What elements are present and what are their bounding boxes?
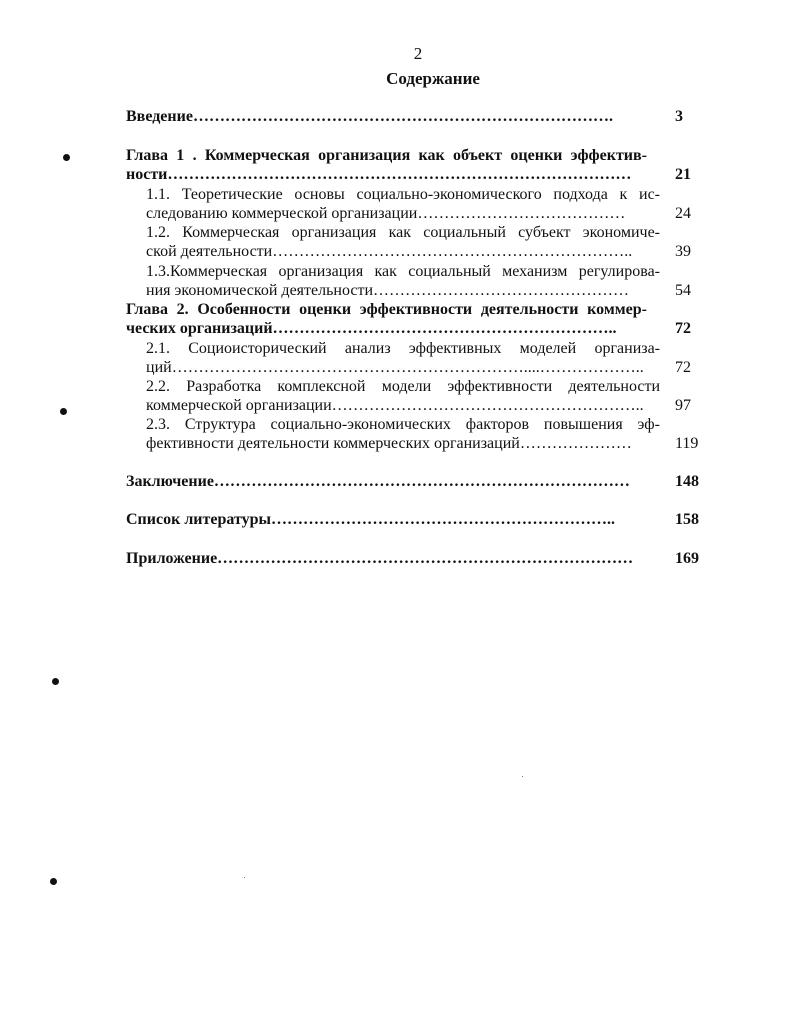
toc-page-ref: 169 [675, 550, 699, 567]
binder-hole-mark [60, 408, 67, 415]
toc-page-ref: 39 [675, 243, 691, 260]
toc-page-ref: 72 [675, 359, 691, 376]
toc-entry-section-1-3[interactable] [146, 262, 706, 300]
toc-page-ref: 119 [675, 435, 699, 452]
toc-entry-text: 2.3. Структура социально-экономических факторов повышения эф- [146, 416, 660, 433]
toc-entry-text: 1.1. Теоретические основы социально-экономического подхода к ис- [146, 186, 660, 203]
toc-entry-chapter-1[interactable] [126, 146, 706, 184]
toc-page-ref: 21 [675, 166, 691, 183]
toc-entry-text: ской деятельности………………………………………………………….. [146, 243, 633, 260]
toc-entry-text: ности…………………………………………………………………………… [126, 166, 632, 183]
toc-entry-text: ческих организаций……………………………………………………….. [126, 320, 617, 337]
toc-entry-text: Введение……………………………………………………………………. [126, 108, 613, 125]
toc-entry-section-1-2[interactable] [146, 223, 706, 261]
toc-entry-section-2-1[interactable] [146, 339, 706, 377]
toc-entry-text: Глава 1 . Коммерческая организация как объект оценки эффектив- [126, 147, 647, 164]
toc-entry-text: Приложение…………………………………………………………………… [126, 550, 634, 567]
toc-entry-text: коммерческой организации………………………………………………….. [146, 397, 644, 414]
toc-entry-appendix[interactable] [126, 549, 706, 568]
toc-entry-text: Список литературы……………………………………………………….. [126, 511, 615, 528]
toc-entry-text: 2.2. Разработка комплексной модели эффективности деятельности [146, 378, 660, 395]
toc-page-ref: 158 [675, 511, 699, 528]
toc-entry-section-2-3[interactable] [146, 415, 706, 453]
toc-title: Содержание [386, 69, 480, 88]
toc-page-ref: 3 [675, 108, 683, 125]
toc-page-ref: 24 [675, 205, 691, 222]
toc-entry-text: следованию коммерческой организации………………………………… [146, 205, 626, 222]
toc-entry-text: 1.3.Коммерческая организация как социальный механизм регулирова- [146, 263, 660, 280]
binder-hole-mark [50, 878, 57, 885]
toc-entry-conclusion[interactable] [126, 472, 706, 491]
toc-entry-section-2-2[interactable] [146, 377, 706, 415]
toc-page-ref: 54 [675, 282, 691, 299]
toc-entry-intro[interactable] [126, 107, 706, 126]
toc-page-ref: 72 [675, 320, 691, 337]
scan-speck [522, 776, 523, 777]
scan-speck [244, 877, 245, 878]
toc-entry-text: ния экономической деятельности………………………………………… [146, 282, 630, 299]
binder-hole-mark [63, 154, 70, 161]
toc-entry-section-1-1[interactable] [146, 185, 706, 223]
toc-entry-chapter-2[interactable] [126, 300, 706, 338]
toc-entry-text: фективности деятельности коммерческих организаций………………… [146, 435, 632, 452]
toc-entry-text: Заключение…………………………………………………………………… [126, 473, 630, 490]
toc-page-ref: 97 [675, 397, 691, 414]
page-number: 2 [413, 44, 423, 63]
toc-entry-references[interactable] [126, 510, 706, 529]
toc-entry-text: 2.1. Социоисторический анализ эффективных моделей организа- [146, 340, 660, 357]
toc-page-ref: 148 [675, 473, 699, 490]
toc-entry-text: ций…………………………………………………………....……………….. [146, 359, 644, 376]
toc-entry-text: Глава 2. Особенности оценки эффективности деятельности коммер- [126, 301, 647, 318]
toc-entry-text: 1.2. Коммерческая организация как социальный субъект экономиче- [146, 224, 660, 241]
binder-hole-mark [52, 678, 59, 685]
